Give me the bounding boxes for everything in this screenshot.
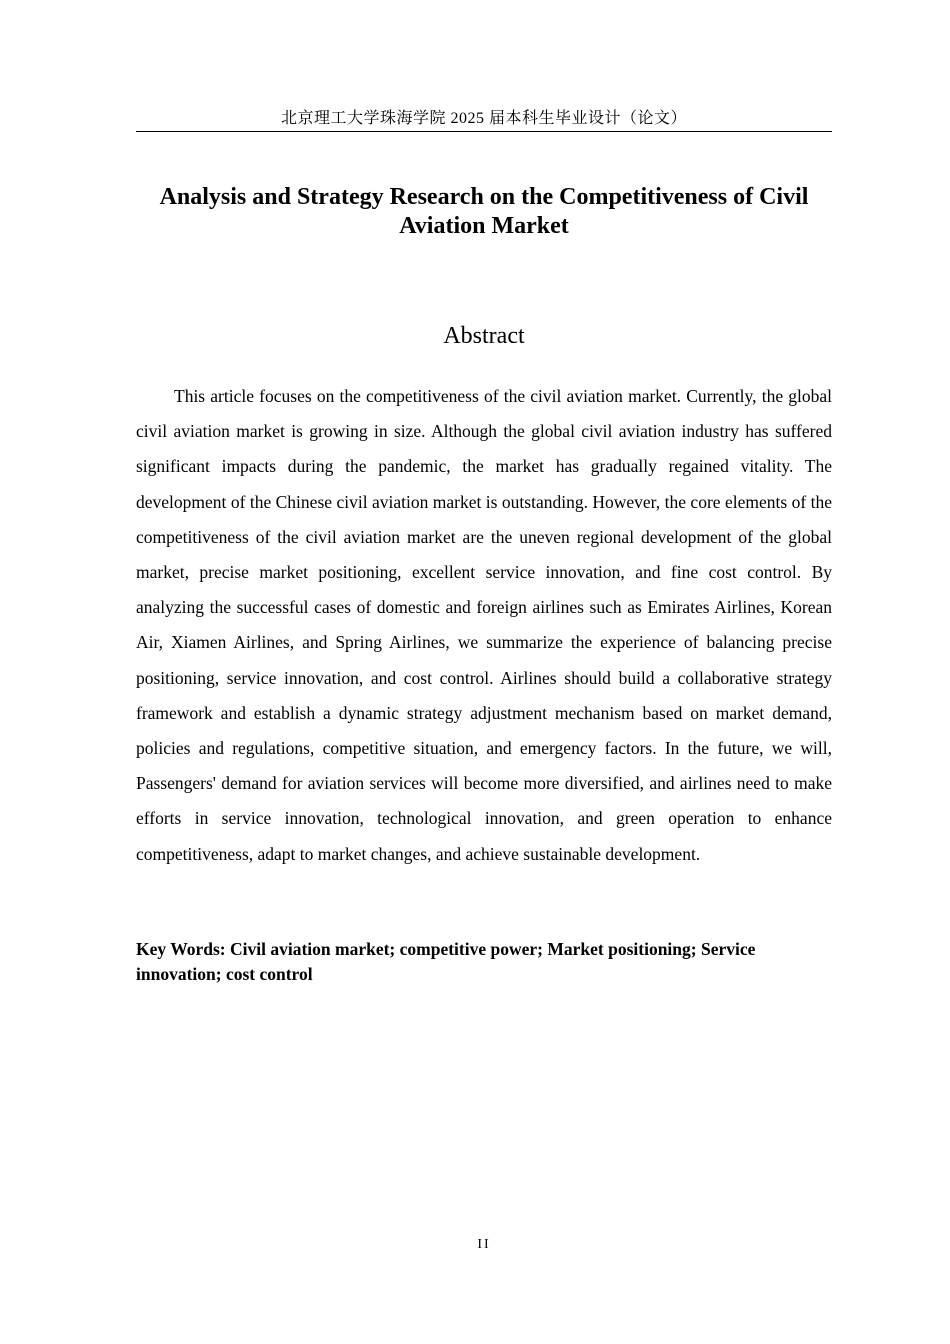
keywords-text: Civil aviation market; competitive power; Market positioning; Service innovation; cost control — [136, 939, 756, 984]
keywords-block — [136, 937, 832, 987]
running-header: 北京理工大学珠海学院 2025 届本科生毕业设计（论文） — [280, 110, 687, 127]
paper-title: Analysis and Strategy Research on the Competitiveness of Civil Aviation Market — [159, 184, 809, 239]
keywords-label: Key Words: — [136, 939, 226, 959]
header-divider — [136, 131, 832, 132]
abstract-heading: Abstract — [443, 323, 525, 349]
page-number: II — [477, 1237, 491, 1252]
abstract-body: This article focuses on the competitiveness of the civil aviation market. Currently, the global civil aviation market is growing in size. Although the global civil aviation industry has suffered significant impacts during the pandemic, the market has gradually regained vitality. The development of the Chinese civil aviation market is outstanding. However, the core elements of the competitiveness of the civil aviation market are the uneven regional development of the global market, precise market positioning, excellent service innovation, and fine cost control. By analyzing the successful cases of domestic and foreign airlines such as Emirates Airlines, Korean Air, Xiamen Airlines, and Spring Airlines, we summarize the experience of balancing precise positioning, service innovation, and cost control. Airlines should build a collaborative strategy framework and establish a dynamic strategy adjustment mechanism based on market demand, policies and regulations, competitive situation, and emergency factors. In the future, we will, Passengers' demand for aviation services will become more diversified, and airlines need to make efforts in service innovation, technological innovation, and green operation to enhance competitiveness, adapt to market changes, and achieve sustainable development. — [136, 386, 832, 864]
